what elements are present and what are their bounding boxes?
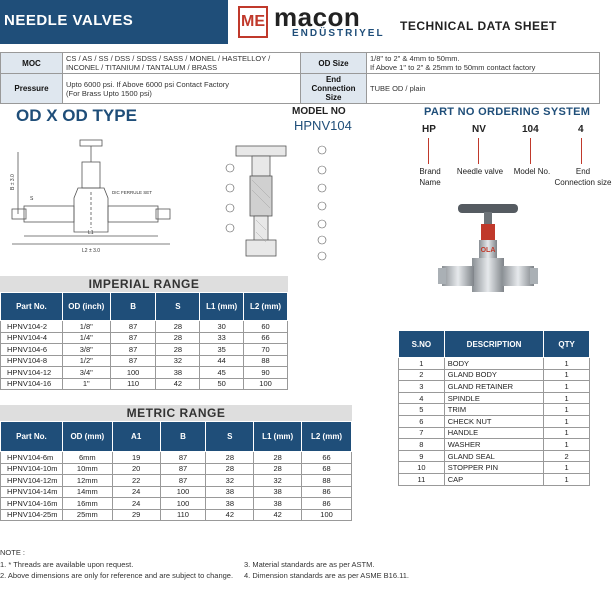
cell: 87: [160, 475, 206, 487]
cell: 68: [302, 463, 352, 475]
metric-header: Part No.: [1, 422, 63, 452]
table-row: [1, 452, 352, 464]
desc-brand: [414, 166, 446, 188]
imperial-table: [0, 292, 288, 390]
cell: 87: [160, 452, 206, 464]
cell: GLAND SEAL: [444, 450, 544, 462]
cell: 28: [156, 344, 200, 356]
table-row: [1, 475, 352, 487]
cell: 87: [110, 321, 156, 333]
pointer-line: [581, 138, 582, 164]
cell: 10: [399, 462, 445, 474]
table-row: [1, 509, 352, 521]
metric-table: [0, 421, 352, 521]
table-row: [1, 321, 288, 333]
od-size-label: OD Size: [301, 53, 367, 74]
desc-end: [552, 166, 614, 188]
imperial-header: OD (inch): [62, 293, 110, 321]
note-2: 2. Above dimensions are only for reference and are subject to change.: [0, 571, 234, 580]
cell: 14mm: [62, 486, 112, 498]
metric-header: A1: [112, 422, 160, 452]
logo-mark: ME: [238, 6, 268, 38]
cell: 28: [206, 463, 254, 475]
cell: 50: [200, 378, 244, 390]
cell: 87: [110, 344, 156, 356]
code-type: NV: [472, 124, 486, 135]
cell: 87: [110, 332, 156, 344]
cell: HPNV104-25m: [1, 509, 63, 521]
code-end: 4: [578, 124, 584, 135]
od-size-line-2: If Above 1" to 2" & 25mm to 50mm contact factory: [370, 63, 536, 72]
table-row: [399, 381, 590, 393]
desc-model: Model No.: [513, 167, 551, 176]
cell: 6: [399, 415, 445, 427]
metric-header: OD (mm): [62, 422, 112, 452]
imperial-title: IMPERIAL RANGE: [0, 276, 288, 292]
metric-header: S: [206, 422, 254, 452]
page-title: NEEDLE VALVES: [4, 12, 134, 29]
cell: HPNV104-12: [1, 367, 63, 379]
cell: 1: [544, 415, 590, 427]
pressure-line-1: Upto 6000 psi. If Above 6000 psi Contact Factory: [66, 79, 230, 89]
table-row: [1, 463, 352, 475]
cell: HPNV104-16: [1, 378, 63, 390]
note-3: 3. Material standards are as per ASTM.: [244, 560, 375, 569]
cell: 4: [399, 392, 445, 404]
cell: 1: [544, 404, 590, 416]
cell: 42: [156, 378, 200, 390]
parts-header: QTY: [544, 331, 590, 358]
imperial-header: Part No.: [1, 293, 63, 321]
cell: 110: [110, 378, 156, 390]
desc-type: Needle valve: [456, 167, 504, 176]
cell: 2: [399, 369, 445, 381]
desc-end-line-1: End: [575, 167, 591, 176]
pressure-value: [63, 74, 301, 104]
table-row: [399, 473, 590, 485]
table-row: [399, 415, 590, 427]
metric-header: L1 (mm): [254, 422, 302, 452]
dim-s-label: S: [30, 196, 34, 202]
cell: 42: [254, 509, 302, 521]
table-row: [399, 404, 590, 416]
table-row: [1, 355, 288, 367]
note-4: 4. Dimension standards are as per ASME B16.11.: [244, 571, 409, 580]
cell: HPNV104-6m: [1, 452, 63, 464]
model-no-value: HPNV104: [294, 118, 352, 133]
cell: 1/4": [62, 332, 110, 344]
desc-brand-line-1: Brand: [419, 167, 441, 176]
cell: 1: [544, 381, 590, 393]
imperial-header: L2 (mm): [244, 293, 288, 321]
cell: 5: [399, 404, 445, 416]
cell: 1: [544, 369, 590, 381]
cell: 30: [200, 321, 244, 333]
moc-label: MOC: [1, 53, 63, 74]
cell: 42: [206, 509, 254, 521]
pointer-line: [428, 138, 429, 164]
code-brand: HP: [422, 124, 436, 135]
cell: 66: [302, 452, 352, 464]
cell: HPNV104-8: [1, 355, 63, 367]
parts-header: S.NO: [399, 331, 445, 358]
cell: 1": [62, 378, 110, 390]
cell: 16mm: [62, 498, 112, 510]
cell: 32: [206, 475, 254, 487]
valve-marking: OLA: [480, 247, 496, 254]
end-connection-value: TUBE OD / plain: [367, 74, 600, 104]
cell: STOPPER PIN: [444, 462, 544, 474]
cell: HPNV104-4: [1, 332, 63, 344]
cell: 3/4": [62, 367, 110, 379]
cell: 20: [112, 463, 160, 475]
cell: 1/2": [62, 355, 110, 367]
table-row: [1, 344, 288, 356]
table-row: [1, 378, 288, 390]
cell: 1/8": [62, 321, 110, 333]
cell: 1: [399, 358, 445, 370]
cell: 88: [244, 355, 288, 367]
cell: 29: [112, 509, 160, 521]
table-row: [399, 427, 590, 439]
cell: 6mm: [62, 452, 112, 464]
cell: 45: [200, 367, 244, 379]
cell: 110: [160, 509, 206, 521]
dim-b-label: B ± 3.0: [10, 174, 16, 190]
cell: 86: [302, 498, 352, 510]
cell: 24: [112, 486, 160, 498]
dim-l2-label: L2 ± 3.0: [82, 248, 101, 254]
table-row: [399, 358, 590, 370]
cell: 100: [244, 378, 288, 390]
pressure-label: Pressure: [1, 74, 63, 104]
table-row: [1, 498, 352, 510]
cell: 38: [156, 367, 200, 379]
od-size-value: [367, 53, 600, 74]
cell: GLAND BODY: [444, 369, 544, 381]
pointer-line: [530, 138, 531, 164]
cell: 100: [302, 509, 352, 521]
table-row: [399, 392, 590, 404]
cell: 1: [544, 392, 590, 404]
cell: 28: [206, 452, 254, 464]
cell: 60: [244, 321, 288, 333]
valve-photo: [436, 196, 544, 320]
table-row: [399, 462, 590, 474]
cell: 1: [544, 462, 590, 474]
logo-name: macon: [274, 2, 361, 32]
table-row: [399, 369, 590, 381]
dimension-drawing: [4, 132, 174, 272]
cell: 3/8": [62, 344, 110, 356]
cell: CHECK NUT: [444, 415, 544, 427]
cell: 28: [254, 463, 302, 475]
ordering-title: PART NO ORDERING SYSTEM: [424, 106, 591, 118]
cell: 38: [206, 498, 254, 510]
cell: 1: [544, 427, 590, 439]
table-row: [1, 367, 288, 379]
table-row: [399, 450, 590, 462]
cell: 11: [399, 473, 445, 485]
cell: 44: [200, 355, 244, 367]
model-no-label: MODEL NO: [292, 106, 346, 117]
cell: TRIM: [444, 404, 544, 416]
metric-title: METRIC RANGE: [0, 405, 352, 421]
table-row: [1, 486, 352, 498]
cell: HPNV104-10m: [1, 463, 63, 475]
cell: 7: [399, 427, 445, 439]
ferrule-label: DIC FERRULE SET: [112, 190, 153, 195]
imperial-header: L1 (mm): [200, 293, 244, 321]
note-1: 1. * Threads are available upon request.: [0, 560, 134, 569]
cell: 3: [399, 381, 445, 393]
cell: 22: [112, 475, 160, 487]
end-connection-label: End Connection Size: [301, 74, 367, 104]
cell: HPNV104-16m: [1, 498, 63, 510]
cell: 32: [156, 355, 200, 367]
cell: 100: [160, 498, 206, 510]
logo-subtitle: ENDÜSTRIYEL: [292, 28, 385, 39]
cell: HPNV104-14m: [1, 486, 63, 498]
cell: GLAND RETAINER: [444, 381, 544, 393]
cell: 87: [160, 463, 206, 475]
cell: SPINDLE: [444, 392, 544, 404]
cell: HANDLE: [444, 427, 544, 439]
cell: HPNV104-12m: [1, 475, 63, 487]
moc-value: CS / AS / SS / DSS / SDSS / SASS / MONEL / HASTELLOY / INCONEL / TITANIUM / TANTALUM / BRASS: [63, 53, 301, 74]
cell: 28: [156, 321, 200, 333]
cell: 1: [544, 358, 590, 370]
cell: 86: [302, 486, 352, 498]
sheet-title: TECHNICAL DATA SHEET: [400, 19, 557, 33]
dim-l1-label: L1: [88, 230, 94, 236]
parts-header: DESCRIPTION: [444, 331, 544, 358]
cell: 2: [544, 450, 590, 462]
metric-header: L2 (mm): [302, 422, 352, 452]
cell: 66: [244, 332, 288, 344]
cell: 8: [399, 439, 445, 451]
section-title: OD X OD TYPE: [16, 106, 137, 125]
metric-header: B: [160, 422, 206, 452]
pointer-line: [478, 138, 479, 164]
cell: 25mm: [62, 509, 112, 521]
imperial-header: S: [156, 293, 200, 321]
cell: 100: [110, 367, 156, 379]
cell: 1: [544, 473, 590, 485]
cell: 33: [200, 332, 244, 344]
cell: WASHER: [444, 439, 544, 451]
cell: 19: [112, 452, 160, 464]
cell: 100: [160, 486, 206, 498]
table-row: [399, 439, 590, 451]
od-size-line-1: 1/8" to 2" & 4mm to 50mm.: [370, 54, 460, 63]
spec-table: [0, 52, 600, 104]
cell: 9: [399, 450, 445, 462]
code-model: 104: [522, 124, 539, 135]
cell: CAP: [444, 473, 544, 485]
cell: 35: [200, 344, 244, 356]
cell: 38: [254, 486, 302, 498]
cell: 70: [244, 344, 288, 356]
notes-title: NOTE :: [0, 548, 26, 557]
cell: 38: [254, 498, 302, 510]
cell: HPNV104-6: [1, 344, 63, 356]
cell: HPNV104-2: [1, 321, 63, 333]
cell: 90: [244, 367, 288, 379]
cell: BODY: [444, 358, 544, 370]
parts-table: [398, 330, 590, 486]
cell: 88: [302, 475, 352, 487]
cell: 12mm: [62, 475, 112, 487]
cross-section-drawing: [222, 140, 342, 268]
desc-brand-line-2: Name: [419, 178, 441, 187]
desc-end-line-2: Connection size: [554, 178, 612, 187]
imperial-header: B: [110, 293, 156, 321]
table-row: [1, 332, 288, 344]
cell: 24: [112, 498, 160, 510]
cell: 1: [544, 439, 590, 451]
cell: 38: [206, 486, 254, 498]
pressure-line-2: (For Brass Upto 1500 psi): [66, 88, 152, 98]
cell: 28: [254, 452, 302, 464]
cell: 32: [254, 475, 302, 487]
cell: 87: [110, 355, 156, 367]
cell: 10mm: [62, 463, 112, 475]
cell: 28: [156, 332, 200, 344]
